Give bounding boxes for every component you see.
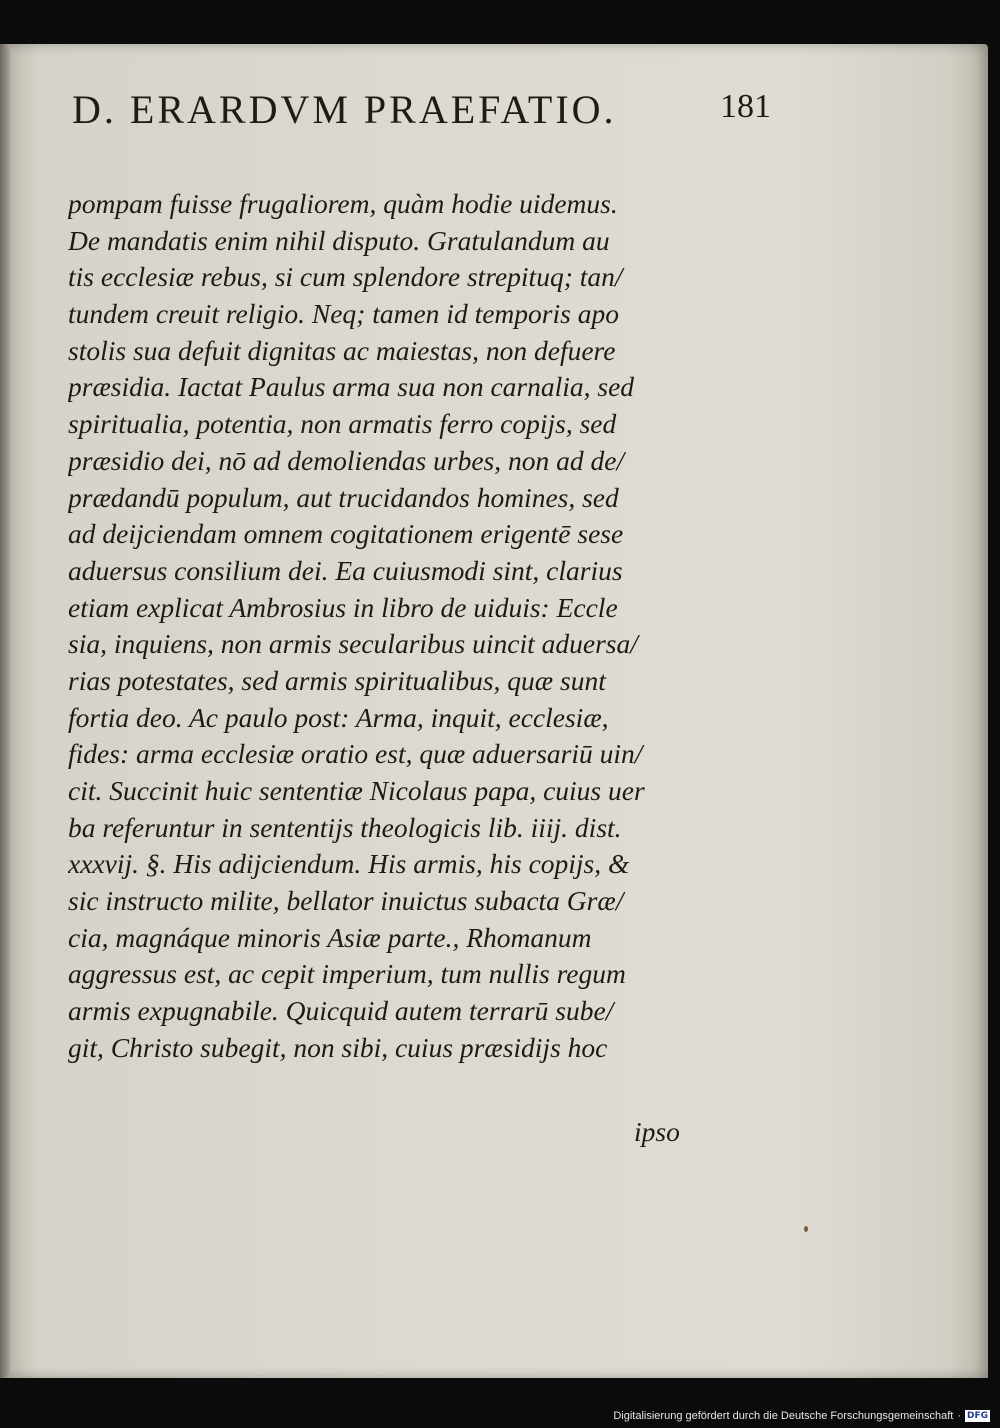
text-line: cia, magnáque minoris Asiæ parte., Rhomanum [68, 921, 592, 953]
ink-spot [804, 1226, 808, 1232]
text-line: cit. Succinit huic sententiæ Nicolaus papa, cuius uer [68, 775, 645, 806]
page-header [72, 86, 772, 136]
text-line: rias potestates, sed armis spiritualibus, quæ sunt [68, 664, 606, 696]
text-line: ad deijciendam omnem cogitationem erigentē sese [68, 518, 624, 550]
footer-separator: · [957, 1410, 961, 1422]
text-line: spiritualia, potentia, non armatis ferro copijs, sed [68, 408, 617, 440]
text-line: aggressus est, ac cepit imperium, tum nullis regum [68, 958, 626, 990]
text-line: aduersus consilium dei. Ea cuiusmodi sint, clarius [68, 554, 623, 586]
text-line: pompam fuisse frugaliorem, quàm hodie uidemus. [68, 188, 618, 219]
text-line: prædandū populum, aut trucidandos homines, sed [68, 481, 619, 513]
text-line: stolis sua defuit dignitas ac maiestas, non defuere [68, 334, 616, 366]
text-line: xxxvij. §. His adijciendum. His armis, his copijs, & [68, 848, 630, 880]
main-text [68, 186, 708, 1067]
text-line: tis ecclesiæ rebus, si cum splendore strepituq; tan/ [68, 261, 623, 293]
running-head: D. ERARDVM PRAEFATIO. [72, 87, 617, 132]
page-gutter-shadow [0, 44, 10, 1378]
text-line: tundem creuit religio. Neq; tamen id temporis apo [68, 298, 619, 330]
footer [613, 1408, 990, 1424]
text-line: præsidia. Iactat Paulus arma sua non carnalia, sed [68, 371, 635, 403]
text-line: git, Christo subegit, non sibi, cuius præsidijs hoc [68, 1031, 608, 1063]
dfg-logo: DFG [966, 1411, 988, 1421]
catchword: ipso [634, 1116, 680, 1147]
page-number: 181 [720, 88, 771, 125]
text-line: sic instructo milite, bellator inuictus subacta Græ/ [68, 885, 624, 917]
text-line: ba referuntur in sententijs theologicis lib. iiij. dist. [68, 811, 622, 843]
text-line: fortia deo. Ac paulo post: Arma, inquit, ecclesiæ, [68, 701, 609, 733]
text-line: fides: arma ecclesiæ oratio est, quæ aduersariū uin/ [68, 738, 643, 770]
text-line: etiam explicat Ambrosius in libro de uiduis: Eccle [68, 591, 618, 623]
footer-credit: Digitalisierung gefördert durch die Deutsche Forschungsgemeinschaft [613, 1410, 954, 1422]
text-line: De mandatis enim nihil disputo. Gratulandum au [68, 224, 610, 256]
text-line: armis expugnabile. Quicquid autem terrarū sube/ [68, 995, 614, 1027]
text-line: præsidio dei, nō ad demoliendas urbes, non ad de/ [68, 444, 625, 476]
text-line: sia, inquiens, non armis secularibus uincit aduersa/ [68, 628, 638, 660]
